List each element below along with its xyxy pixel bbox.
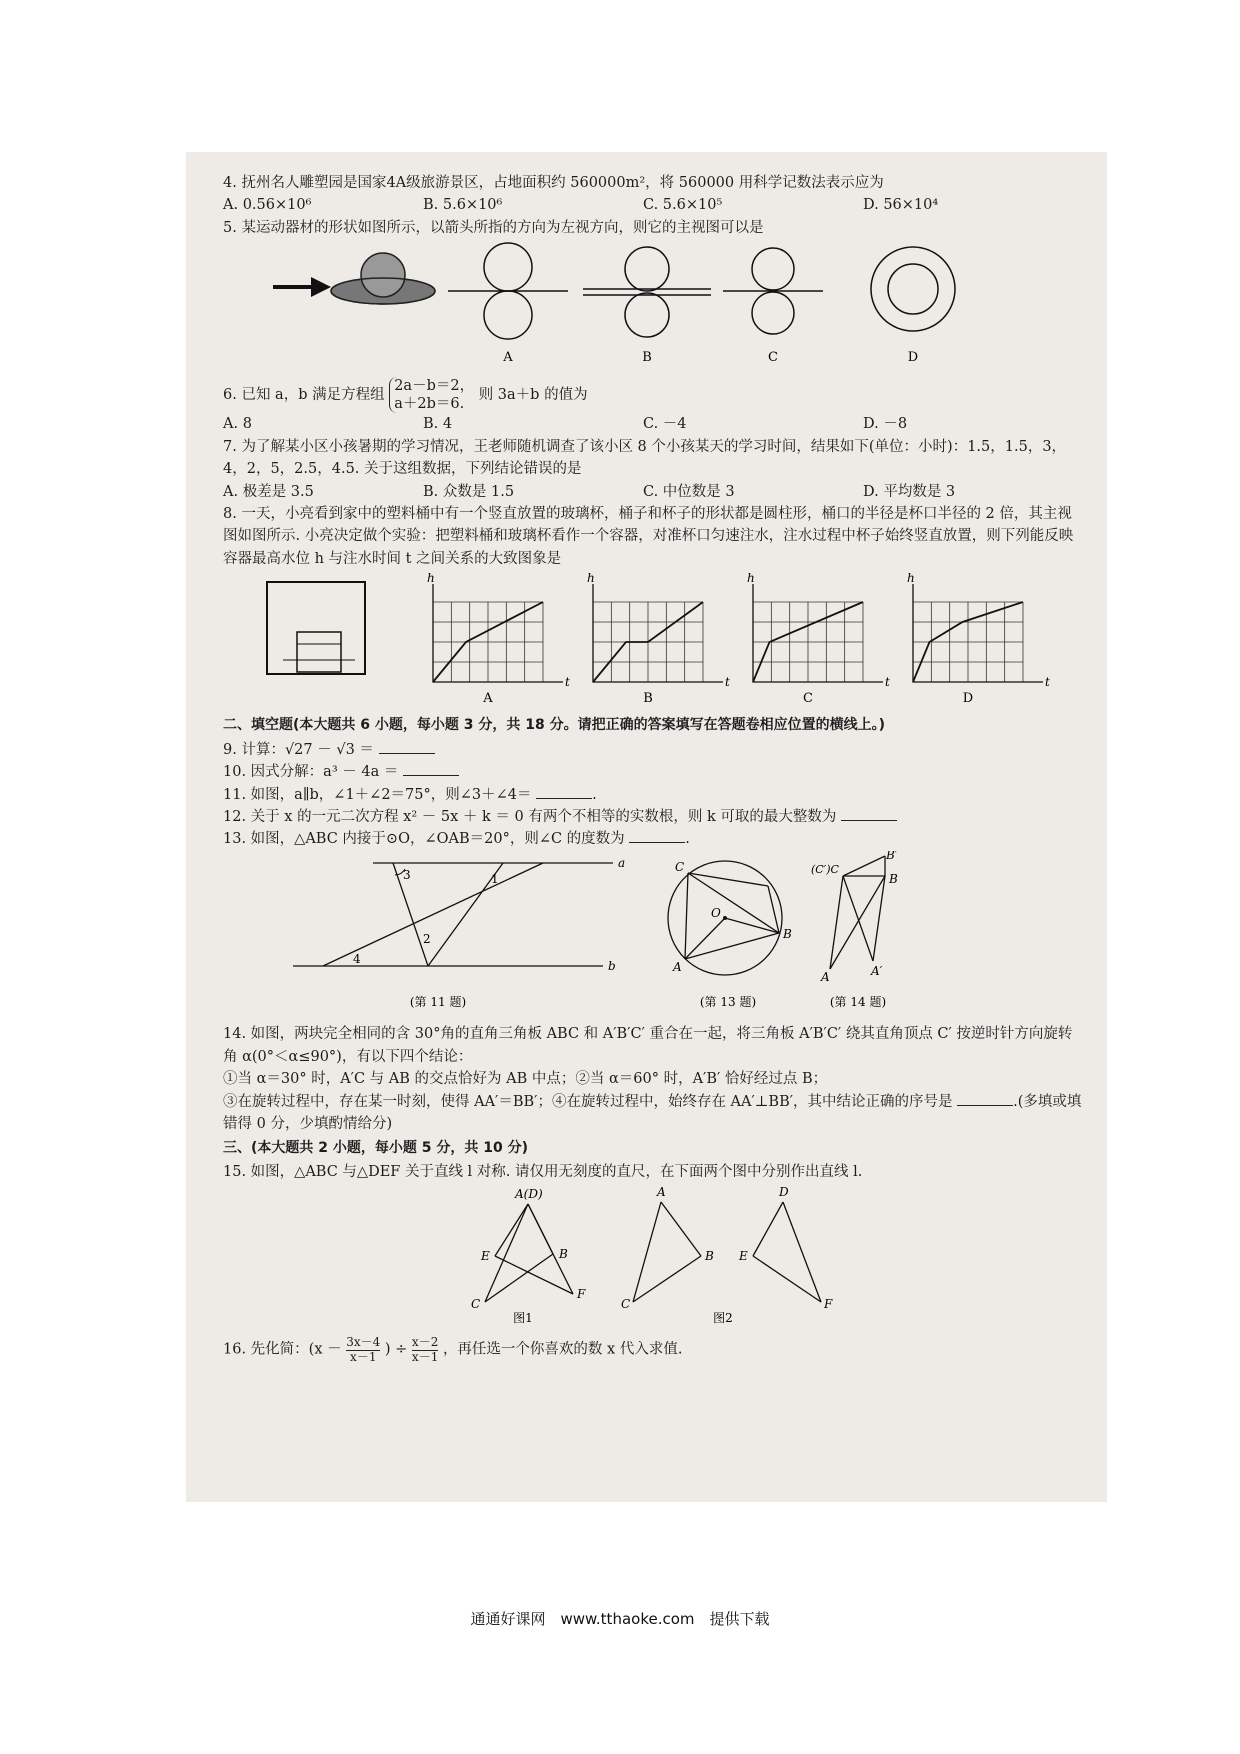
question-15-stem: 15. 如图，△ABC 与△DEF 关于直线 l 对称. 请仅用无刻度的直尺，在下面两个图中分别作出直线 l. [223, 1164, 863, 1181]
question-6-stem [223, 377, 1083, 413]
q8-axis-h-label: h [907, 571, 915, 586]
q4-option-b: B. 5.6×10⁶ [423, 197, 503, 214]
q16-frac1-numerator: 3x－4 [346, 1335, 381, 1350]
q14-line4-text: (多填或填错得 0 分，少填酌情给分) [223, 1093, 1082, 1133]
fig14-label-a: A [821, 969, 830, 984]
q8-axis-h-label: h [747, 571, 755, 586]
fig13-label-a: A [673, 959, 682, 974]
fig15b-label-a: A [657, 1184, 666, 1199]
q7-option-a: A. 极差是 3.5 [223, 483, 314, 500]
q5-label-a: A [503, 350, 513, 366]
fig13-label-c: C [675, 859, 685, 874]
fig15b-label-b: B [705, 1248, 714, 1263]
q8-axis-t-label: t [885, 675, 890, 690]
fig14-label-ap: A′ [871, 963, 883, 978]
q15-figure-1 [471, 1187, 586, 1325]
question-5-figures [223, 239, 1083, 369]
question-4-options [223, 194, 1083, 216]
q5-option-b-figure [583, 247, 711, 337]
download-footer: 通通好课网 www.tthaoke.com 提供下载 [470, 1610, 770, 1628]
q12-text: 12. 关于 x 的一元二次方程 x² － 5x ＋ k ＝ 0 有两个不相等的实数根，则 k 可取的最大整数为 [223, 808, 837, 825]
fig13-label-b: B [783, 926, 792, 941]
q7-option-b: B. 众数是 1.5 [423, 483, 515, 500]
q11-answer-blank[interactable] [536, 786, 592, 799]
q14-line3-text: ③在旋转过程中，存在某一时刻，使得 AA′＝BB′；④在旋转过程中，始终存在 AA′⊥BB′，其中结论正确的序号是 [223, 1093, 953, 1110]
fig11-angle-2: 2 [423, 931, 431, 946]
q5-label-b: B [642, 350, 652, 366]
fig15b-label-e: E [739, 1248, 748, 1263]
section-3-heading: 三、(本大题共 2 小题，每小题 5 分，共 10 分) [223, 1139, 529, 1156]
q8-graph-b [587, 571, 730, 705]
fig15a-label-b: B [559, 1246, 568, 1261]
question-12 [223, 806, 1083, 828]
q6-option-c: C. －4 [643, 416, 687, 433]
q6-equation-2: a＋2b＝6. [394, 396, 465, 412]
q4-option-d: D. 56×10⁴ [863, 197, 939, 214]
q7-option-d: D. 平均数是 3 [863, 483, 956, 500]
fig15b-caption: 图2 [713, 1310, 733, 1325]
q14-answer-blank[interactable] [957, 1093, 1013, 1106]
q16-frac1-denominator: x－1 [350, 1349, 377, 1364]
fig11-angle-3: 3 [403, 867, 411, 882]
q6-equation-system [389, 377, 474, 413]
q8-axis-t-label: t [725, 675, 730, 690]
fig15a-label-e: E [481, 1248, 490, 1263]
fig15b-label-d: D [779, 1184, 789, 1199]
question-4-stem: 4. 抚州名人雕塑园是国家4A级旅游景区，占地面积约 560000m²，将 560000 用科学记数法表示应为 [223, 175, 884, 191]
figure-13 [668, 860, 792, 975]
fig14-label-cc: (C′)C [811, 862, 839, 876]
q16-mid: ) ÷ [384, 1342, 408, 1359]
question-11: 11. 如图，a∥b，∠1＋∠2＝75°，则∠3＋∠4＝ . [223, 786, 597, 803]
q8-axis-h-label: h [427, 571, 435, 586]
q8-graph-a [427, 571, 570, 705]
question-8-stem: 8. 一天，小亮看到家中的塑料桶中有一个竖直放置的玻璃杯，桶子和杯子的形状都是圆柱形，桶口的半径是杯口半径的 2 倍，其主视图如图所示. 小亮决定做个实验：把塑料桶和玻璃杯看作一个容器，对准杯口匀速注水，注水过程中杯子始终竖直放置，则下列能反映容器最高水位 h 与注水时间 t 之间关系的大致图象是 [223, 506, 1074, 567]
q8-axis-t-label: t [565, 675, 570, 690]
q5-label-c: C [768, 350, 778, 366]
q8-graph-label-b: B [643, 691, 653, 706]
question-7-stem: 7. 为了解某小区小孩暑期的学习情况，王老师随机调查了该小区 8 个小孩某天的学习时间，结果如下(单位：小时)：1.5，1.5，3，4，2，5，2.5，4.5. 关于这组数据，下列结论错误的是 [223, 438, 1067, 478]
q16-frac2-numerator: x－2 [411, 1335, 439, 1350]
sports-equipment-figure [331, 253, 435, 304]
figures-11-13-14 [223, 851, 1083, 1016]
question-5-stem: 5. 某运动器材的形状如图所示，以箭头所指的方向为左视方向，则它的主视图可以是 [223, 219, 764, 236]
fig11-angle-1: 1 [491, 871, 499, 886]
q15-figure-2 [621, 1185, 833, 1325]
q8-graph-label-a: A [483, 691, 493, 706]
q8-graph-c [747, 571, 890, 705]
q16-frac2-denominator: x－1 [411, 1349, 439, 1364]
q6-suffix: 则 3a＋b 的值为 [478, 387, 588, 403]
q7-option-c: C. 中位数是 3 [643, 483, 735, 500]
q16-suffix: ，再任选一个你喜欢的数 x 代入求值. [442, 1342, 683, 1359]
fig15b-label-f: F [824, 1296, 833, 1311]
q6-option-a: A. 8 [223, 416, 252, 433]
fig13-label-o: O [711, 905, 721, 920]
q5-option-d-figure [871, 247, 955, 331]
question-10 [223, 761, 1083, 783]
question-14-line1: 14. 如图，两块完全相同的含 30°角的直角三角板 ABC 和 A′B′C′ 重合在一起，将三角板 A′B′C′ 绕其直角顶点 C′ 按逆时针方向旋转角 α(0°＜α≤90°)，有以下四个结论： [223, 1026, 1073, 1065]
q13-answer-blank[interactable] [629, 830, 685, 843]
question-8-figures [223, 570, 1083, 705]
q9-answer-blank[interactable] [379, 741, 435, 754]
q4-option-c: C. 5.6×10⁵ [643, 197, 723, 214]
question-7-options [223, 481, 1083, 503]
fig15a-caption: 图1 [513, 1310, 533, 1325]
q9-text: 9. 计算：√27 － √3 ＝ [223, 741, 374, 758]
question-16 [223, 1336, 1083, 1363]
q4-option-a: A. 0.56×10⁶ [223, 197, 312, 214]
fig14-label-bp: B′ [886, 850, 898, 862]
figure-11 [293, 856, 625, 973]
q16-prefix: 16. 先化简：(x － [223, 1342, 342, 1359]
q16-fraction-1 [346, 1336, 380, 1363]
q5-label-d: D [907, 350, 919, 366]
fig14-label-b: B [889, 871, 898, 886]
question-14-line3: ③在旋转过程中，存在某一时刻，使得 AA′＝BB′；④在旋转过程中，始终存在 AA′⊥BB′，其中结论正确的序号是 .(多填或填错得 0 分，少填酌情给分) [223, 1093, 1082, 1133]
fig15a-label-c: C [471, 1296, 481, 1311]
question-15-figures [223, 1184, 1083, 1329]
q6-option-b: B. 4 [423, 416, 453, 433]
caption-14: (第 14 题) [829, 994, 887, 1009]
q8-axis-t-label: t [1045, 675, 1050, 690]
fig11-label-a: a [618, 855, 626, 870]
caption-13: (第 13 题) [699, 994, 757, 1009]
fig15b-label-c: C [621, 1296, 631, 1311]
q11-text: 11. 如图，a∥b，∠1＋∠2＝75°，则∠3＋∠4＝ [223, 786, 532, 803]
question-6-options [223, 413, 1083, 435]
fig15a-label-ad: A(D) [515, 1186, 543, 1201]
q8-graph-label-c: C [803, 691, 813, 706]
exam-page [223, 172, 1083, 1364]
q6-option-d: D. －8 [863, 416, 908, 433]
q10-answer-blank[interactable] [403, 763, 459, 776]
figure-14 [811, 851, 898, 984]
q5-option-a-figure [448, 243, 568, 339]
q8-graph-d [907, 571, 1050, 705]
q13-text: 13. 如图，△ABC 内接于⊙O，∠OAB＝20°，则∠C 的度数为 [223, 831, 625, 848]
q16-fraction-2 [412, 1336, 438, 1363]
fig15a-label-f: F [577, 1286, 586, 1301]
q5-option-c-figure [723, 248, 823, 334]
direction-arrow-icon [273, 277, 331, 297]
caption-11: (第 11 题) [409, 994, 467, 1009]
question-13: 13. 如图，△ABC 内接于⊙O，∠OAB＝20°，则∠C 的度数为 . [223, 831, 690, 848]
fig11-angle-4: 4 [353, 951, 361, 966]
section-2-heading: 二、填空题(本大题共 6 小题，每小题 3 分，共 18 分。请把正确的答案填写在答题卷相应位置的横线上。) [223, 716, 886, 733]
fig11-label-b: b [608, 958, 616, 973]
q10-text: 10. 因式分解：a³ － 4a ＝ [223, 764, 399, 781]
question-14-line2: ①当 α＝30° 时，A′C 与 AB 的交点恰好为 AB 中点；②当 α＝60° 时，A′B′ 恰好经过点 B； [223, 1071, 828, 1088]
q6-equation-1: 2a－b＝2， [394, 377, 475, 394]
q12-answer-blank[interactable] [841, 808, 897, 821]
q8-axis-h-label: h [587, 571, 595, 586]
q6-prefix: 6. 已知 a，b 满足方程组 [223, 387, 385, 403]
q8-graph-label-d: D [962, 691, 974, 706]
bucket-cup-diagram [267, 582, 365, 674]
question-9 [223, 739, 1083, 761]
